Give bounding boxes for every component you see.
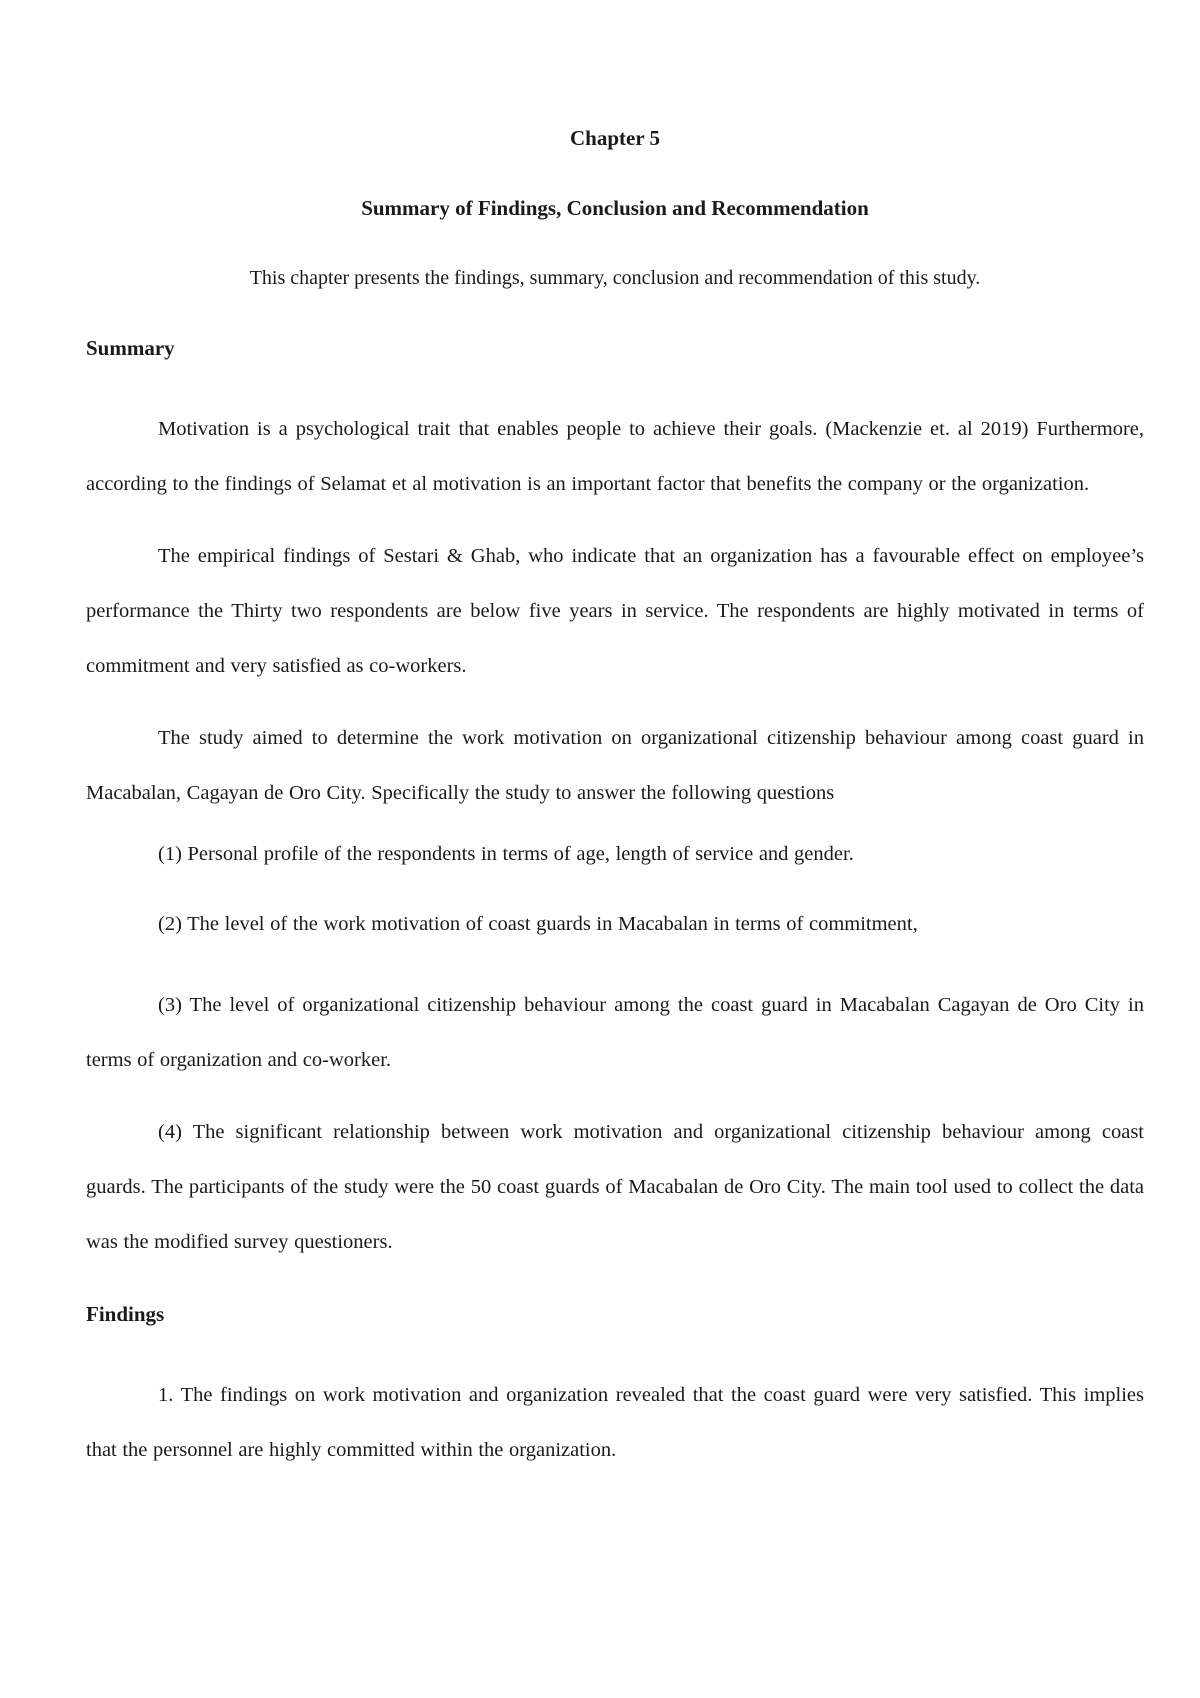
question-item: (2) The level of the work motivation of coast guards in Macabalan in terms of commitment, bbox=[158, 913, 918, 935]
document-content bbox=[86, 122, 1144, 1495]
chapter-intro: This chapter presents the findings, summary, conclusion and recommendation of this study. bbox=[249, 267, 981, 289]
findings-paragraph: 1. The findings on work motivation and organization revealed that the coast guard were very satisfied. This implies that the personnel are highly committed within the organization. bbox=[86, 1384, 1144, 1461]
chapter-title: Chapter 5 bbox=[569, 126, 661, 150]
question-item: (3) The level of organizational citizenship behaviour among the coast guard in Macabalan Cagayan de Oro City in terms of organization and co-worker. bbox=[86, 994, 1144, 1071]
summary-paragraph: Motivation is a psychological trait that enables people to achieve their goals. (Mackenzie et. al 2019) Furthermore, according to the findings of Selamat et al motivation is an important factor that benefits the company or the organization. bbox=[86, 418, 1144, 495]
chapter-subtitle: Summary of Findings, Conclusion and Recommendation bbox=[361, 196, 869, 220]
findings-heading: Findings bbox=[86, 1302, 165, 1326]
question-item: (1) Personal profile of the respondents in terms of age, length of service and gender. bbox=[158, 843, 854, 865]
summary-heading: Summary bbox=[86, 336, 175, 360]
question-item: (4) The significant relationship between work motivation and organizational citizenship behaviour among coast guards. The participants of the study were the 50 coast guards of Macabalan de Oro City. The main tool used to collect the data was the modified survey questioners. bbox=[86, 1121, 1144, 1253]
summary-paragraph: The study aimed to determine the work motivation on organizational citizenship behaviour among coast guard in Macabalan, Cagayan de Oro City. Specifically the study to answer the following questions bbox=[86, 727, 1144, 804]
summary-paragraph: The empirical findings of Sestari & Ghab, who indicate that an organization has a favourable effect on employee’s performance the Thirty two respondents are below five years in service. The respondents are highly motivated in terms of commitment and very satisfied as co-workers. bbox=[86, 545, 1144, 677]
